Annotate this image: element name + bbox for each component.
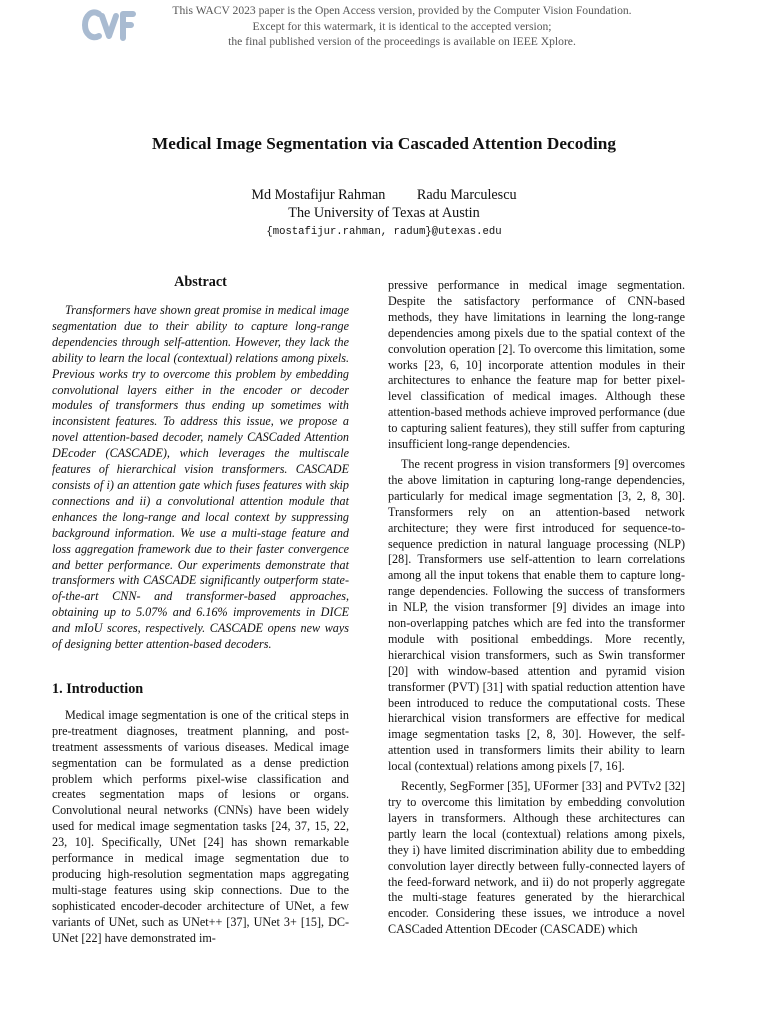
watermark-line-2: Except for this watermark, it is identical to the accepted version;	[252, 19, 552, 33]
watermark	[150, 3, 654, 50]
author-2: Radu Marculescu	[416, 187, 517, 203]
author-1: Md Mostafijur Rahman	[251, 187, 386, 203]
affiliation: The University of Texas at Austin	[288, 205, 480, 221]
watermark-line-1: This WACV 2023 paper is the Open Access version, provided by the Computer Vision Foundation.	[172, 4, 632, 17]
left-column	[52, 274, 349, 947]
paper-title: Medical Image Segmentation via Cascaded Attention Decoding	[151, 134, 617, 153]
introduction-heading: 1. Introduction	[52, 680, 144, 697]
right-paragraph-1: pressive performance in medical image segmentation. Despite the satisfactory performance of CNN-based methods, they have limitations in learning the long-range dependencies among pixels due to the spatial context of the convolution operation [2]. To overcome this limitation, some works [23, 6, 10] incorporate attention modules in their architectures to enhance the feature map for better pixel-level classification of medical images. Although these attention-based methods achieve improved performance (due to capturing salient features), they still suffer from capturing insufficient long-range dependencies.	[388, 278, 685, 452]
abstract-heading: Abstract	[174, 274, 227, 290]
abstract-text: Transformers have shown great promise in medical image segmentation due to their ability to capture long-range dependencies through self-attention. However, they lack the ability to learn the local (contextual) relations among pixels. Previous works try to overcome this problem by embedding convolutional layers either in the encoder or decoder modules of transformers thus ending up sometimes with inconsistent features. To address this issue, we propose a novel attention-based decoder, namely CASCaded Attention DEcoder (CASCADE), which leverages the multiscale features of hierarchical vision transformers. CASCADE consists of i) an attention gate which fuses features with skip connections and ii) a convolutional attention module that enhances the long-range and local context by suppressing background information. We use a multi-stage feature and loss aggregation framework due to their faster convergence and better performance. Our experiments demonstrate that transformers with CASCADE significantly outperform state-of-the-art CNN- and transformer-based approaches, obtaining up to 5.07% and 6.16% improvements in DICE and mIoU scores, respectively. CASCADE opens new ways of designing better attention-based decoders.	[52, 303, 349, 652]
author-block	[0, 186, 768, 222]
right-paragraph-3: Recently, SegFormer [35], UFormer [33] and PVTv2 [32] try to overcome this limitation by embedding convolution layers in transformers. Although these architectures can partly learn the local (contextual) relations among pixels, they i) have limited discrimination ability due to embedding convolution layer directly between fully-connected layers of the feed-forward network, and ii) do not properly aggregate the multi-stage features generated by the hierarchical encoder. Considering these issues, we introduce a novel CASCaded Attention DEcoder (CASCADE) which	[388, 779, 685, 937]
watermark-line-3: the final published version of the proceedings is available on IEEE Xplore.	[228, 35, 576, 48]
author-email: {mostafijur.rahman, radum}@utexas.edu	[266, 226, 502, 238]
right-column	[388, 278, 685, 938]
author-names	[0, 186, 768, 204]
introduction-paragraph-1: Medical image segmentation is one of the critical steps in pre-treatment diagnoses, treatment planning, and post-treatment assessments of various diseases. Medical image segmentation can be formulated as a dense prediction problem which performs pixel-wise classification and creates segmentation maps of lesions or organs. Convolutional neural networks (CNNs) have been widely used for medical image segmentation tasks [24, 37, 15, 22, 23, 10]. Specifically, UNet [24] has shown remarkable performance in medical image segmentation due to producing high-resolution segmentation maps aggregating multi-stage features using skip connections. Due to the sophisticated encoder-decoder architecture of UNet, a few variants of UNet, such as UNet++ [37], UNet 3+ [15], DC-UNet [22] have demonstrated im-	[52, 707, 349, 945]
right-paragraph-2: The recent progress in vision transformers [9] overcomes the above limitation in capturing long-range dependencies, particularly for medical image segmentation [3, 2, 8, 30]. Transformers rely on an attention-based network architecture; they were first introduced for sequence-to-sequence prediction in natural language processing (NLP) [28]. Transformers use self-attention to learn correlations among all the input tokens that enable them to capture long-range dependencies. Following the success of transformers in NLP, the vision transformer [9] divides an image into non-overlapping patches which are fed into the transformer module with positional embeddings. More recently, hierarchical vision transformers, such as Swin transformer [20] with window-based attention and pyramid vision transformer (PVT) [31] with spatial reduction attention have been introduced to reduce the computational costs. These hierarchical vision transformers are effective for medical image segmentation tasks [2, 8, 30]. However, the self-attention used in transformers limits their ability to learn local (contextual) relations among pixels [7, 16].	[388, 456, 685, 774]
cvf-logo	[82, 5, 138, 45]
